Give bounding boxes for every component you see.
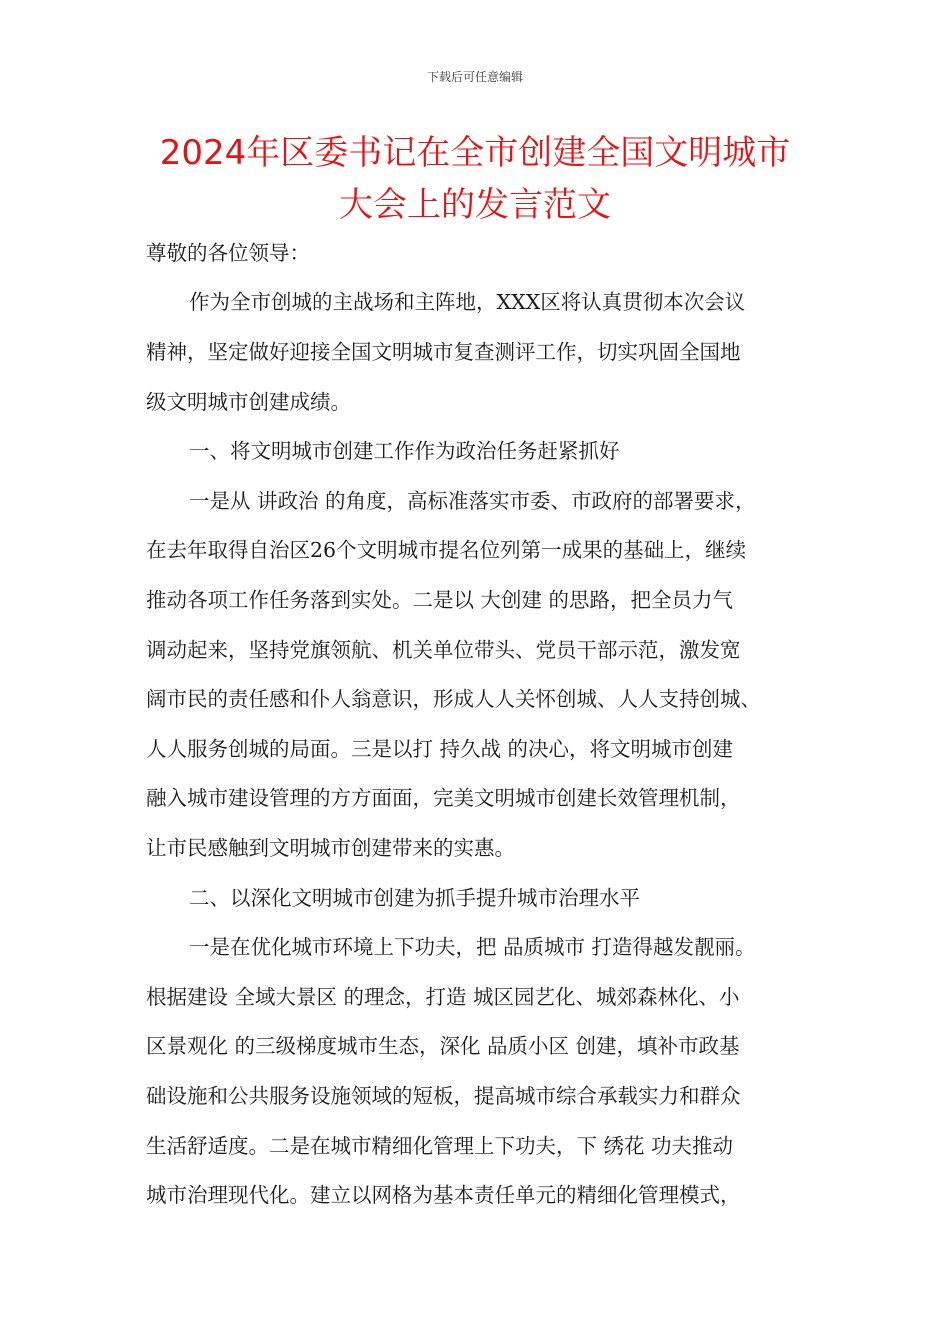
paragraph-line: 生活舒适度。二是在城市精细化管理上下功夫，下 绣花 功夫推动	[146, 1134, 734, 1158]
paragraph-line: 区景观化 的三级梯度城市生态，深化 品质小区 创建，填补市政基	[146, 1034, 740, 1058]
paragraph-line: 一是在优化城市环境上下功夫，把 品质城市 打造得越发靓丽。	[189, 935, 756, 959]
paragraph-line: 推动各项工作任务落到实处。二是以 大创建 的思路，把全员力气	[146, 588, 734, 612]
paragraph-line: 人人服务创城的局面。三是以打 持久战 的决心，将文明城市创建	[146, 737, 734, 761]
paragraph-line: 阔市民的责任感和仆人翁意识，形成人人关怀创城、人人支持创城、	[146, 687, 761, 711]
document-title-line-1: 2024年区委书记在全市创建全国文明城市	[159, 133, 791, 173]
paragraph-line: 让市民感触到文明城市创建带来的实惠。	[146, 836, 515, 860]
paragraph-line: 一是从 讲政治 的角度，高标准落实市委、市政府的部署要求，	[189, 489, 756, 513]
paragraph-line: 城市治理现代化。建立以网格为基本责任单元的精细化管理模式，	[146, 1183, 741, 1207]
header-note: 下载后可任意编辑	[426, 70, 523, 84]
document-title-line-2: 大会上的发言范文	[339, 185, 611, 225]
salutation: 尊敬的各位领导：	[146, 241, 310, 265]
paragraph-line: 融入城市建设管理的方方面面，完美文明城市创建长效管理机制，	[146, 786, 741, 810]
section-heading: 一、将文明城市创建工作作为政治任务赶紧抓好	[189, 439, 620, 463]
paragraph-line: 精神，坚定做好迎接全国文明城市复查测评工作，切实巩固全国地	[146, 340, 741, 364]
paragraph-line: 作为全市创城的主战场和主阵地，XXX区将认真贯彻本次会议	[189, 290, 746, 314]
paragraph-line: 础设施和公共服务设施领域的短板，提高城市综合承载实力和群众	[146, 1084, 741, 1108]
section-heading: 二、以深化文明城市创建为抓手提升城市治理水平	[189, 886, 640, 910]
paragraph-line: 根据建设 全域大景区 的理念，打造 城区园艺化、城郊森林化、小	[146, 985, 740, 1009]
paragraph-line: 级文明城市创建成绩。	[146, 390, 351, 414]
paragraph-line: 在去年取得自治区26个文明城市提名位列第一成果的基础上，继续	[146, 538, 747, 562]
paragraph-line: 调动起来，坚持党旗领航、机关单位带头、党员干部示范，激发宽	[146, 638, 741, 662]
